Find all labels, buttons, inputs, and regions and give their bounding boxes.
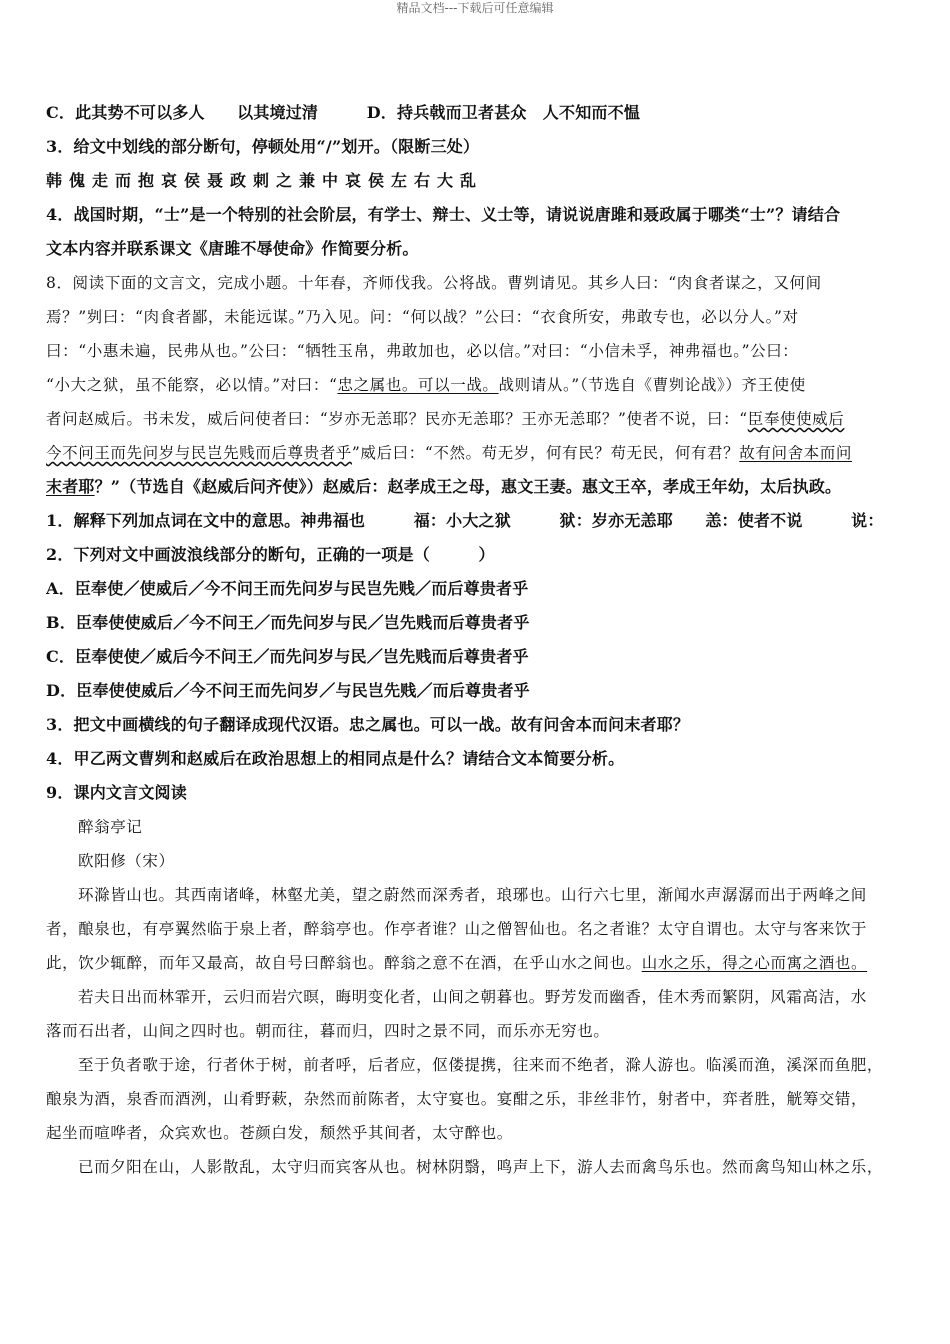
text-segment: ”威后曰：“不然。苟无岁，何有民？苟无民，何有君？ xyxy=(351,444,740,462)
question-4-prompt-1: 4．战国时期，“士”是一个特别的社会阶层，有学士、辩士、义士等，请说说唐雎和聂政属于哪类“士”？请结合 xyxy=(46,205,841,224)
underlined-sentence: 末者耶 xyxy=(46,477,95,496)
passage-8-line-2: 焉？”刿曰：“肉食者鄙，未能远谋。”乃入见。问：“何以战？”公曰：“衣食所安，弗敢专也，必以分人。”对 xyxy=(46,308,799,326)
underlined-sentence: 故有问舍本而问 xyxy=(739,444,852,462)
essay-title: 醉翁亭记 xyxy=(78,818,143,836)
text-segment: ？”（节选自《赵威后问齐使》）赵威后：赵孝成王之母，惠文王妻。惠文王卒，孝成王年幼，太后执政。 xyxy=(94,477,842,496)
passage-8-line-1: 8．阅读下面的文言文，完成小题。十年春，齐师伐我。公将战。曹刿请见。其乡人曰：“肉食者谋之，又何间 xyxy=(46,274,822,292)
subquestion-2: 2．下列对文中画波浪线部分的断句，正确的一项是（ ） xyxy=(46,545,495,564)
wavy-underlined-sentence: 今不问王而先问岁与民岂先贱而后尊贵者乎 xyxy=(46,444,352,462)
text-segment: 者问赵威后。书未发，威后问使者曰：“岁亦无恙耶？民亦无恙耶？王亦无恙耶？”使者不说，曰：“ xyxy=(46,410,748,428)
passage-8-line-7 xyxy=(46,470,906,504)
text-segment: 此，饮少辄醉，而年又最高，故自号曰醉翁也。醉翁之意不在酒，在乎山水之间也。 xyxy=(46,954,642,972)
essay-paragraph-2-line-2: 落而石出者，山间之四时也。朝而往，暮而归，四时之景不同，而乐亦无穷也。 xyxy=(46,1022,610,1040)
text-segment: “小大之狱，虽不能察，必以情。”对曰：“ xyxy=(46,376,338,394)
passage-8-line-5 xyxy=(46,402,906,436)
option-c-d-line: C．此其势不可以多人 以其境过清 D．持兵戟而卫者甚众 人不知而不愠 xyxy=(46,103,641,122)
essay-paragraph-1-line-1: 环滁皆山也。其西南诸峰，林壑尤美，望之蔚然而深秀者，琅琊也。山行六七里，渐闻水声潺潺而出于两峰之间 xyxy=(78,886,867,904)
passage-8-line-6 xyxy=(46,436,906,470)
option-b: B．臣奉使使威后／今不问王／而先问岁与民／岂先贱而后尊贵者乎 xyxy=(46,613,530,632)
essay-paragraph-3-line-1: 至于负者歌于途，行者休于树，前者呼，后者应，伛偻提携，往来而不绝者，滁人游也。临溪而渔，溪深而鱼肥， xyxy=(78,1056,884,1074)
essay-author: 欧阳修（宋） xyxy=(78,852,175,870)
essay-paragraph-3-line-3: 起坐而喧哗者，众宾欢也。苍颜白发，颓然乎其间者，太守醉也。 xyxy=(46,1124,513,1142)
essay-paragraph-3-line-2: 酿泉为酒，泉香而酒洌，山肴野蔌，杂然而前陈者，太守宴也。宴酣之乐，非丝非竹，射者中，弈者胜，觥筹交错， xyxy=(46,1090,868,1108)
essay-paragraph-1-line-2: 者，酿泉也，有亭翼然临于泉上者，醉翁亭也。作亭者谁？山之僧智仙也。名之者谁？太守自谓也。太守与客来饮于 xyxy=(46,920,868,938)
essay-paragraph-4-line-1: 已而夕阳在山，人影散乱，太守归而宾客从也。树林阴翳，鸣声上下，游人去而禽鸟乐也。然而禽鸟知山林之乐， xyxy=(78,1158,884,1176)
passage-8-line-3: 曰：“小惠未遍，民弗从也。”公曰：“牺牲玉帛，弗敢加也，必以信。”对曰：“小信未孚，神弗福也。”公曰： xyxy=(46,342,799,360)
subquestion-4: 4．甲乙两文曹刿和赵威后在政治思想上的相同点是什么？请结合文本简要分析。 xyxy=(46,749,625,768)
subquestion-3: 3．把文中画横线的句子翻译成现代汉语。忠之属也。可以一战。故有问舍本而问末者耶？ xyxy=(46,715,690,734)
passage-8-line-4 xyxy=(46,368,906,402)
question-4-prompt-2: 文本内容并联系课文《唐雎不辱使命》作简要分析。 xyxy=(46,239,419,258)
wavy-underlined-sentence: 臣奉使使威后 xyxy=(747,410,845,428)
option-c: C．臣奉使使／威后今不问王／而先问岁与民／岂先贱而后尊贵者乎 xyxy=(46,647,529,666)
essay-paragraph-2-line-1: 若夫日出而林霏开，云归而岩穴暝，晦明变化者，山间之朝暮也。野芳发而幽香，佳木秀而繁阴，风霜高洁，水 xyxy=(78,988,867,1006)
question-9-title: 9．课内文言文阅读 xyxy=(46,783,187,802)
option-d: D．臣奉使使威后／今不问王而先问岁／与民岂先贱／而后尊贵者乎 xyxy=(46,681,530,700)
document-body xyxy=(46,96,906,1184)
underlined-sentence: 山水之乐，得之心而寓之酒也。 xyxy=(641,954,868,972)
subquestion-1: 1．解释下列加点词在文中的意思。神弗福也 福：小大之狱 狱：岁亦无恙耶 恙：使者不说 说： xyxy=(46,511,884,530)
essay-paragraph-1-line-3 xyxy=(46,946,906,980)
option-a: A．臣奉使／使威后／今不问王而先问岁与民岂先贱／而后尊贵者乎 xyxy=(46,579,529,598)
text-segment: 战则请从。”（节选自《曹刿论战》）齐王使使 xyxy=(498,376,806,394)
underlined-sentence: 忠之属也。可以一战。 xyxy=(337,376,499,394)
question-3-sentence: 韩傀走而抱哀侯聂政刺之兼中哀侯左右大乱 xyxy=(46,171,484,190)
page-header: 精品文档---下载后可任意编辑 xyxy=(396,1,554,15)
question-3-prompt: 3．给文中划线的部分断句，停顿处用“/”划开。（限断三处） xyxy=(46,137,480,156)
